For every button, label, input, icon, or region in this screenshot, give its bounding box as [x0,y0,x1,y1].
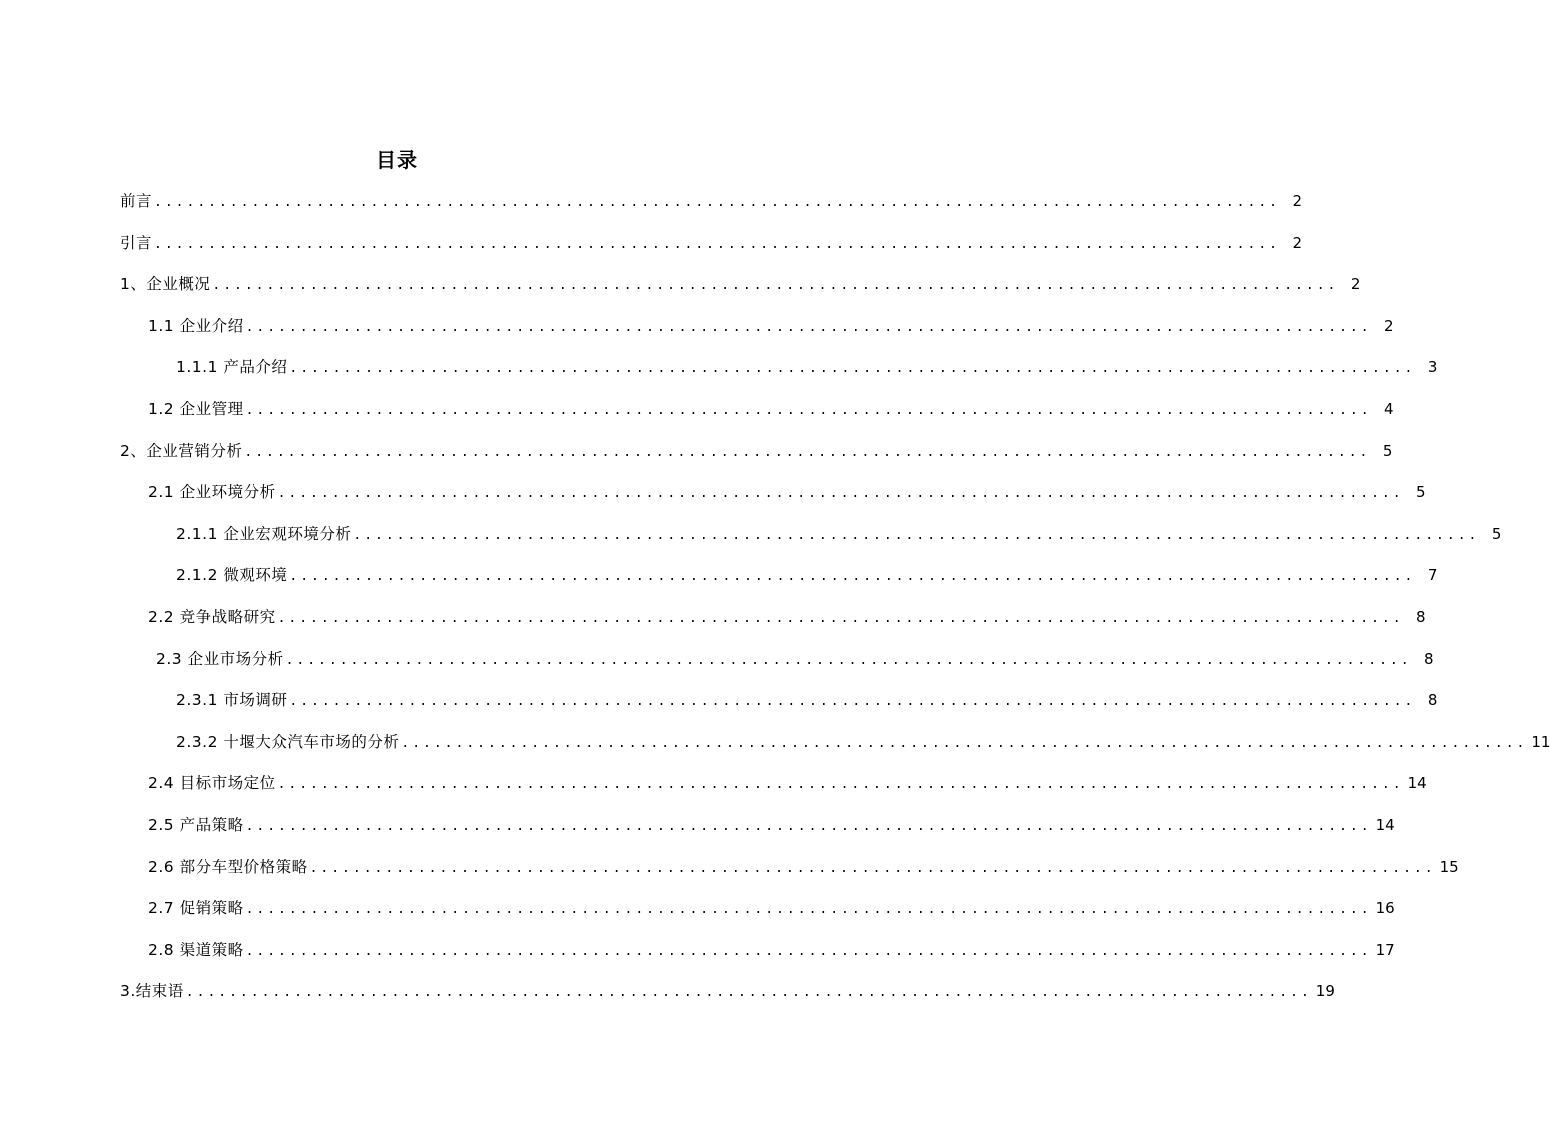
toc-entry-label: 2.4 目标市场定位 [148,774,276,793]
toc-title: 目录 [376,148,418,172]
toc-entry-label: 2.5 产品策略 [148,816,244,834]
toc-entry-page-number: 16 [1375,899,1395,918]
toc-entry[interactable] [120,976,1335,1006]
toc-leader-dots: ........................................................................................................ [245,319,1372,335]
toc-leader-dots: ........................................................................................................ [244,444,1371,460]
toc-entry[interactable] [120,269,1361,299]
toc-leader-dots: ........................................................................................................ [245,819,1372,834]
toc-entry-page-number: 5 [1491,524,1502,543]
toc-entry-label: 2、企业营销分析 [120,441,243,460]
toc-leader-dots: ........................................................................................................ [245,403,1372,418]
toc-entry-label: 2.6 部分车型价格策略 [148,857,308,876]
toc-leader-dots: ........................................................................................................ [353,527,1480,543]
toc-leader-dots: ........................................................................................................ [245,943,1372,959]
toc-entry-page-number: 14 [1375,816,1395,834]
toc-entry-page-number: 19 [1315,982,1335,1001]
toc-entry[interactable] [176,560,1438,590]
toc-entry[interactable] [120,186,1302,216]
toc-leader-dots: ........................................................................................................ [245,902,1372,918]
toc-entry-page-number: 2 [1350,275,1361,294]
toc-leader-dots: ........................................................................................................ [309,860,1436,876]
toc-entry[interactable] [148,394,1394,424]
toc-entry-page-number: 17 [1375,940,1395,959]
toc-entry[interactable] [176,685,1438,715]
toc-leader-dots: ........................................................................................................ [289,361,1416,377]
toc-entry-label: 2.3 企业市场分析 [156,649,284,668]
toc-entry-label: 2.1.2 微观环境 [176,566,288,585]
toc-entry-page-number: 2 [1384,316,1394,335]
toc-entry[interactable] [148,768,1427,798]
toc-entry-label: 1.1 企业介绍 [148,316,244,335]
toc-leader-dots: ........................................................................................................ [285,652,1412,668]
toc-entry-page-number: 15 [1439,857,1459,876]
toc-leader-dots: ........................................................................................................ [289,694,1416,710]
toc-leader-dots: ........................................................................................................ [154,236,1280,252]
toc-entry[interactable] [148,477,1426,507]
toc-leader-dots: ........................................................................................................ [401,735,1528,751]
toc-entry[interactable] [148,852,1459,882]
toc-leader-dots: ........................................................................................................ [277,777,1404,793]
toc-entry-page-number: 8 [1424,649,1434,668]
toc-entry[interactable] [148,602,1426,632]
toc-entry-page-number: 5 [1382,441,1393,460]
toc-leader-dots: ........................................................................................................ [212,278,1339,294]
toc-entry-label: 2.1.1 企业宏观环境分析 [176,524,352,543]
toc-entry-label: 1、企业概况 [120,275,211,294]
toc-entry[interactable] [176,352,1438,382]
toc-entry-label: 引言 [120,233,153,252]
toc-entry-label: 3.结束语 [120,982,184,1001]
toc-entry-page-number: 4 [1384,400,1394,418]
toc-entry-label: 1.1.1 产品介绍 [176,358,288,377]
toc-entry[interactable] [148,935,1395,965]
toc-entry-label: 2.3.1 市场调研 [176,691,288,710]
toc-entry[interactable] [156,644,1434,674]
toc-entry[interactable] [120,228,1302,258]
toc-entry[interactable] [120,436,1393,466]
toc-entry-page-number: 2 [1292,192,1302,210]
toc-entry[interactable] [176,727,1550,757]
toc-entry-label: 前言 [120,192,153,210]
toc-entry-label: 2.8 渠道策略 [148,940,244,959]
toc-entry-page-number: 8 [1416,608,1426,626]
toc-entry-label: 2.3.2 十堰大众汽车市场的分析 [176,732,400,751]
toc-entry-label: 1.2 企业管理 [148,400,244,418]
toc-entry[interactable] [148,311,1394,341]
toc-entry[interactable] [148,810,1395,840]
toc-leader-dots: ........................................................................................................ [289,569,1416,585]
toc-leader-dots: ........................................................................................................ [277,611,1404,626]
toc-leader-dots: ........................................................................................................ [154,195,1280,210]
toc-entry-page-number: 11 [1531,732,1550,751]
toc-leader-dots: ........................................................................................................ [185,985,1312,1001]
toc-entry-page-number: 7 [1427,566,1438,585]
toc-entry-page-number: 2 [1292,233,1302,252]
toc-entry[interactable] [176,519,1502,549]
toc-entry[interactable] [148,893,1395,923]
toc-entry-label: 2.2 竞争战略研究 [148,608,276,626]
toc-entry-label: 2.7 促销策略 [148,899,244,918]
toc-entry-page-number: 5 [1416,483,1426,502]
toc-entry-label: 2.1 企业环境分析 [148,483,276,502]
toc-entry-page-number: 3 [1427,358,1438,377]
toc-leader-dots: ........................................................................................................ [277,486,1404,502]
toc-entry-page-number: 14 [1407,774,1427,793]
toc-entry-page-number: 8 [1427,691,1438,710]
